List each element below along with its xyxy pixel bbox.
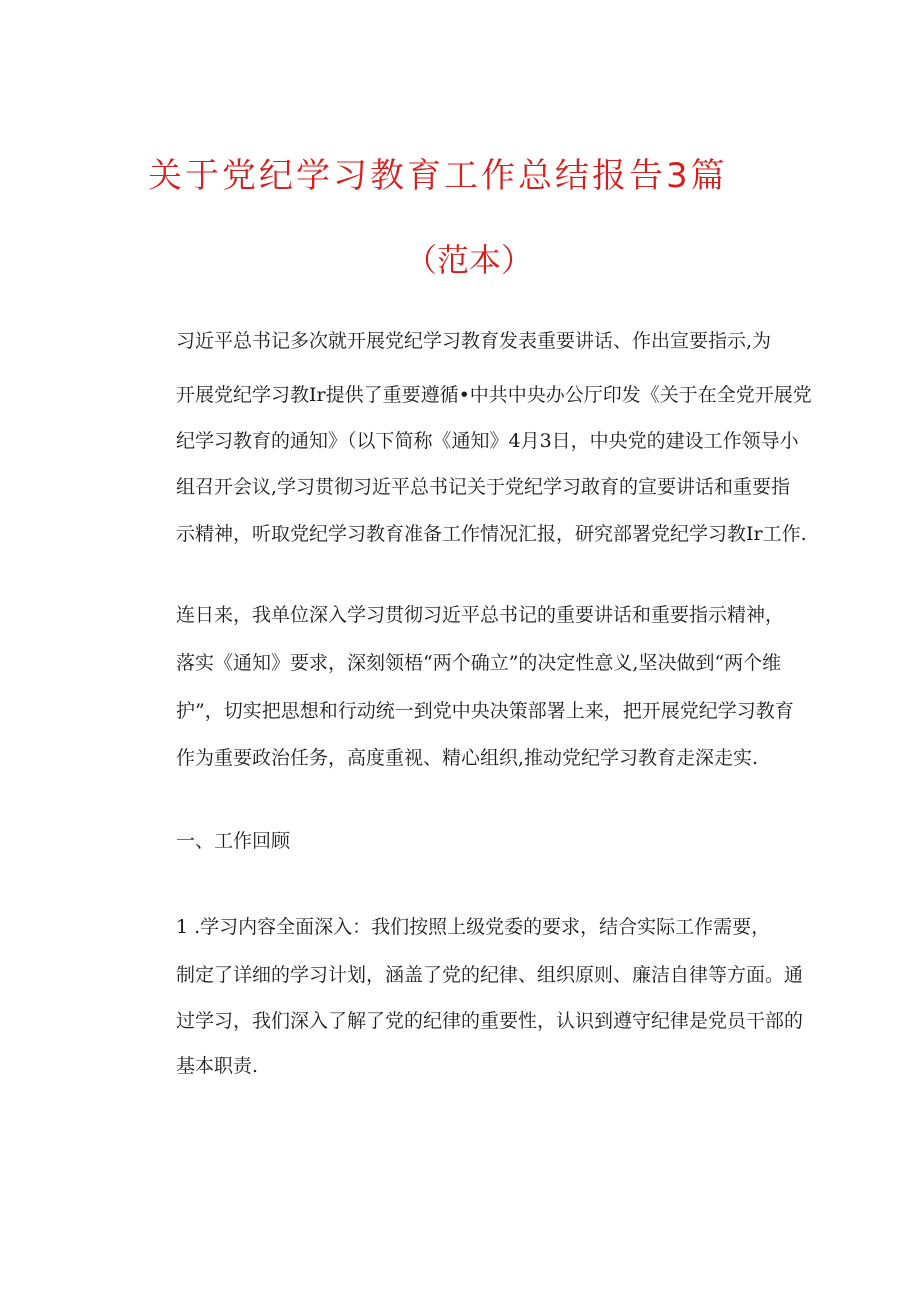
paragraph-1-line-5: 示精神，听取党纪学习教育准备工作情况汇报，研究部署党纪学习教Ir工作. [176, 523, 807, 545]
paragraph-3-line-1: 1 .学习内容全面深入：我们按照上级党委的要求，结合实际工作需要， [176, 916, 771, 938]
paragraph-2-line-3: 护”，切实把思想和行动统一到党中央决策部署上来，把开展党纪学习教育 [176, 700, 794, 722]
paragraph-2-line-2: 落实《通知》要求，深刻领梧“两个确立”的决定性意义,坚决做到“两个维 [176, 652, 782, 674]
document-subtitle: （范本） [405, 241, 534, 279]
document-title: 关于党纪学习教育工作总结报告3篇 [148, 156, 728, 196]
paragraph-2-line-1: 连日来，我单位深入学习贯彻习近平总书记的重要讲话和重要指示精神， [176, 604, 785, 626]
paragraph-2-line-4: 作为重要政治任务，高度重视、精心组织,推动党纪学习教育走深走实. [176, 747, 759, 769]
paragraph-1-line-3: 纪学习教育的通知》（以下简称《通知》4月3日，中央党的建设工作领导小 [176, 430, 799, 452]
paragraph-1-line-4: 组召开会议,学习贯彻习近平总书记关于党纪学习敢育的宣要讲话和重要指 [176, 476, 791, 498]
paragraph-3-line-2: 制定了详细的学习计划，涵盖了党的纪律、组织原则、廉洁自律等方面。通 [176, 964, 804, 986]
paragraph-3-line-3: 过学习，我们深入了解了党的纪律的重要性，认识到遵守纪律是党员干部的 [176, 1010, 804, 1032]
paragraph-3-line-4: 基本职责. [176, 1055, 259, 1077]
paragraph-1-line-1: 习近平总书记多次就开展党纪学习教育发表重要讲话、作出宣要指示,为 [176, 330, 772, 352]
paragraph-1-line-2: 开展党纪学习教Ir提供了重要遵循•中共中央办公厅印发《关于在全党开展党 [176, 384, 812, 406]
section-heading-work-review: 一、工作回顾 [176, 830, 291, 852]
